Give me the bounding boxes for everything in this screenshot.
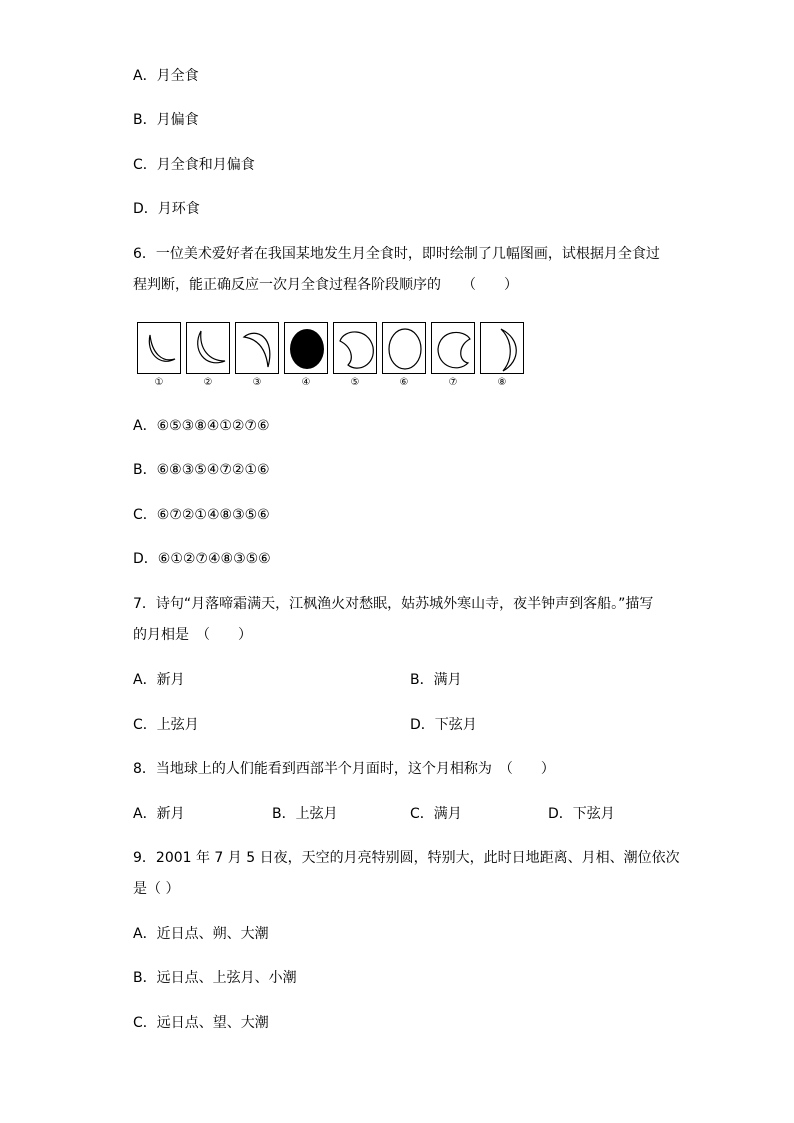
q7-option-d: D．下弦月 (410, 717, 477, 733)
q7-option-c: C．上弦月 (133, 717, 199, 733)
eclipse-label-5: ⑤ (350, 377, 360, 388)
q8-option-c: C．满月 (410, 806, 462, 822)
q7-stem-line1: 7．诗句“月落啼霜满天，江枫渔火对愁眠，姑苏城外寒山寺，夜半钟声到客船。”描写 (133, 596, 654, 612)
q6-option-c: C．⑥⑦②①④⑧③⑤⑥ (133, 507, 270, 523)
q5-option-b: B．月偏食 (133, 112, 199, 128)
eclipse-label-3: ③ (252, 377, 262, 388)
eclipse-figure-5 (333, 322, 377, 374)
eclipse-figure-3 (235, 322, 279, 374)
eclipse-figure-7 (431, 322, 475, 374)
eclipse-figure-1 (137, 322, 181, 374)
q9-option-a: A．近日点、朔、大潮 (133, 926, 269, 942)
eclipse-figure-4 (284, 322, 328, 374)
eclipse-figure-8 (480, 322, 524, 374)
q8-option-d: D．下弦月 (548, 806, 615, 822)
q6-stem-line1: 6．一位美术爱好者在我国某地发生月全食时，即时绘制了几幅图画，试根据月全食过 (133, 246, 660, 262)
q9-stem-line2: 是（ ） (133, 881, 180, 897)
q7-option-b: B．满月 (410, 672, 462, 688)
eclipse-figure-2 (186, 322, 230, 374)
q8-option-b: B．上弦月 (272, 806, 338, 822)
q6-option-a: A．⑥⑤③⑧④①②⑦⑥ (133, 418, 270, 434)
q7-option-a: A．新月 (133, 672, 185, 688)
q5-option-c: C．月全食和月偏食 (133, 157, 255, 173)
eclipse-label-6: ⑥ (399, 377, 409, 388)
q9-option-b: B．远日点、上弦月、小潮 (133, 970, 297, 986)
q5-option-a: A．月全食 (133, 68, 199, 84)
q6-option-b: B．⑥⑧③⑤④⑦②①⑥ (133, 462, 270, 478)
eclipse-label-2: ② (203, 377, 213, 388)
q9-option-c: C．远日点、望、大潮 (133, 1015, 269, 1031)
eclipse-label-4: ④ (301, 377, 311, 388)
eclipse-label-7: ⑦ (448, 377, 458, 388)
q9-stem-line1: 9．2001 年 7 月 5 日夜，天空的月亮特别圆，特别大，此时日地距离、月相、潮位依次 (133, 850, 680, 866)
q8-option-a: A．新月 (133, 806, 185, 822)
q7-stem-line2: 的月相是 （ ） (133, 627, 252, 643)
q6-option-d: D．⑥①②⑦④⑧③⑤⑥ (133, 551, 271, 567)
eclipse-label-1: ① (154, 377, 164, 388)
q5-option-d: D．月环食 (133, 201, 200, 217)
q8-stem: 8．当地球上的人们能看到西部半个月面时，这个月相称为 （ ） (133, 761, 555, 777)
eclipse-label-8: ⑧ (497, 377, 507, 388)
eclipse-figure-6 (382, 322, 426, 374)
q6-stem-line2: 程判断，能正确反应一次月全食过程各阶段顺序的 （ ） (133, 277, 518, 293)
